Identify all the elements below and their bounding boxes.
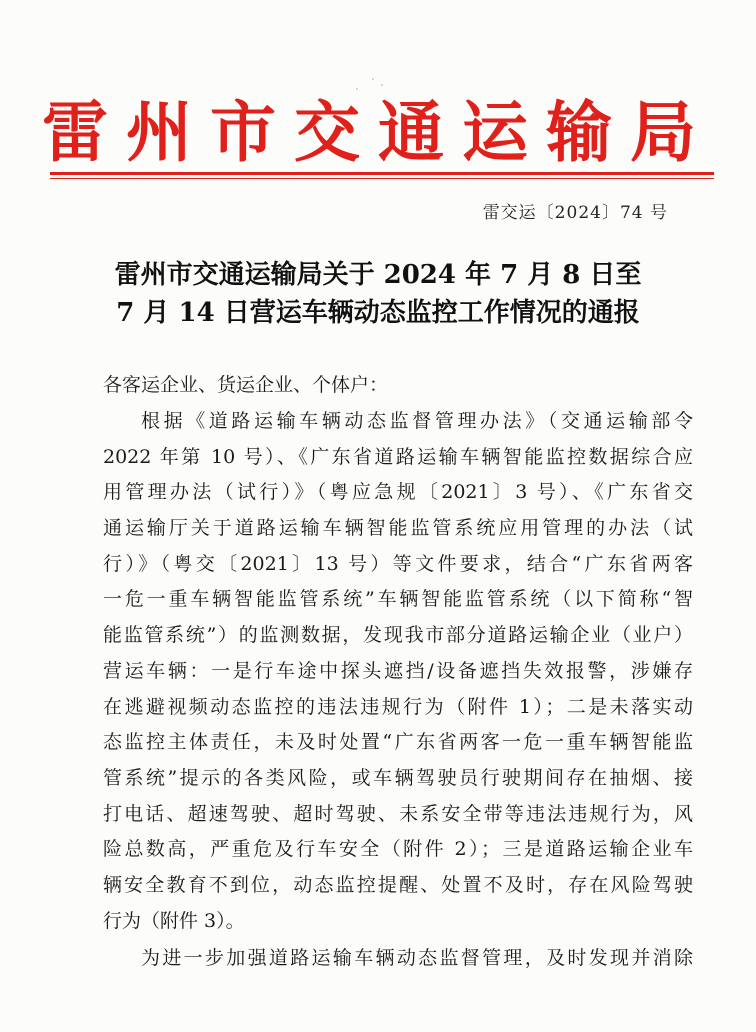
title-line-2: 7 月 14 日营运车辆动态监控工作情况的通报 bbox=[116, 298, 640, 328]
paragraph-line: 态监控主体责任，未及时处置“广东省两客一危一重车辆智能监 bbox=[103, 731, 693, 754]
paragraph-1 bbox=[103, 404, 693, 939]
scan-speck bbox=[372, 78, 374, 80]
org-header: 雷州市交通运输局 bbox=[42, 93, 714, 171]
paragraph-2-first-line: 为进一步加强道路运输车辆动态监督管理，及时发现并消除 bbox=[141, 947, 693, 969]
salutation: 各客运企业、货运企业、个体户： bbox=[103, 374, 389, 396]
document-title bbox=[40, 256, 716, 332]
paragraph-line: 2022 年第 10 号）、《广东省道路运输车辆智能监控数据综合应 bbox=[103, 445, 693, 468]
paragraph-line: 辆安全教育不到位，动态监控提醒、处置不及时，存在风险驾驶 bbox=[103, 873, 693, 896]
paragraph-line: 通运输厅关于道路运输车辆智能监管系统应用管理的办法（试 bbox=[103, 517, 693, 540]
paragraph-line: 行为（附件 3）。 bbox=[103, 909, 245, 932]
header-red-rule-thin bbox=[50, 178, 714, 179]
paragraph-line: 行）》（粤交〔2021〕13 号）等文件要求，结合“广东省两客 bbox=[103, 552, 693, 575]
title-line-1: 雷州市交通运输局关于 2024 年 7 月 8 日至 bbox=[114, 260, 642, 290]
scan-speck bbox=[356, 88, 358, 90]
paragraph-line: 打电话、超速驾驶、超时驾驶、未系安全带等违法违规行为，风 bbox=[103, 802, 693, 825]
document-number: 雷交运〔2024〕74 号 bbox=[482, 203, 668, 223]
paragraph-line: 能监管系统”）的监测数据，发现我市部分道路运输企业（业户） bbox=[103, 624, 693, 647]
scan-speck bbox=[381, 84, 383, 86]
paragraph-line: 管系统”提示的各类风险，或车辆驾驶员行驶期间存在抽烟、接 bbox=[103, 766, 693, 789]
paragraph-line: 根据《道路运输车辆动态监督管理办法》（交通运输部令 bbox=[141, 410, 693, 432]
paragraph-line: 在逃避视频动态监控的违法违规行为（附件 1）；二是未落实动 bbox=[103, 695, 693, 718]
paragraph-line: 一危一重车辆智能监管系统”车辆智能监管系统（以下简称“智 bbox=[103, 588, 693, 611]
paragraph-line: 营运车辆：一是行车途中探头遮挡/设备遮挡失效报警，涉嫌存 bbox=[103, 659, 693, 682]
header-red-rule-thick bbox=[50, 172, 714, 175]
paragraph-line: 用管理办法（试行）》（粤应急规〔2021〕3 号）、《广东省交 bbox=[103, 481, 693, 504]
paragraph-line: 险总数高，严重危及行车安全（附件 2）；三是道路运输企业车 bbox=[103, 838, 693, 861]
